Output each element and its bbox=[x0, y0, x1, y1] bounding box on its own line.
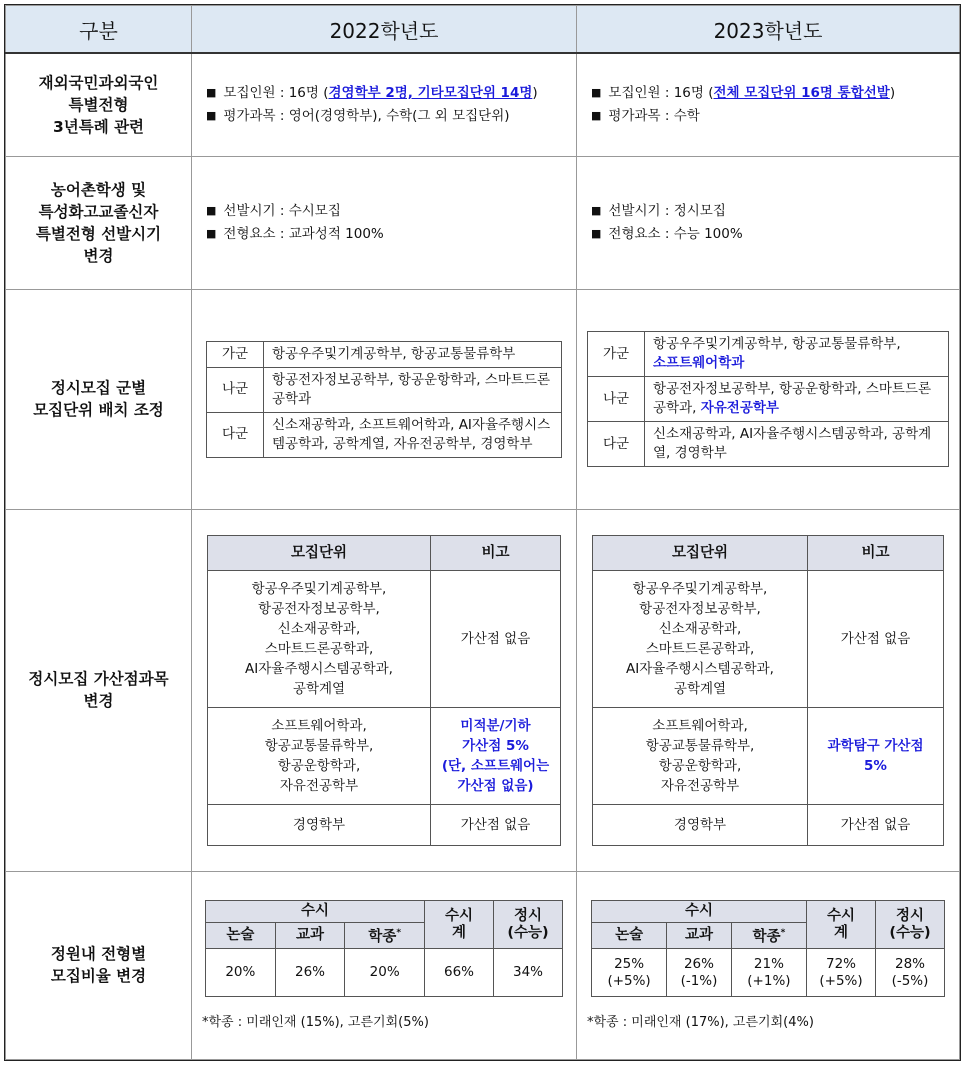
bonus-row: 항공우주및기계공학부, 항공전자정보공학부, 신소재공학과, 스마트드론공학과, AI자율주행시스템공학과, 공학계열 가산점 없음 bbox=[593, 570, 944, 707]
cell-2022 bbox=[192, 509, 577, 871]
row-label: 정시모집 군별 모집단위 배치 조정 bbox=[6, 289, 192, 509]
row-rural-special bbox=[6, 156, 960, 289]
row-label: 농어촌학생 및 특성화고교졸신자 특별전형 선발시기 변경 bbox=[6, 156, 192, 289]
cell-2023 bbox=[577, 871, 960, 1060]
row-label: 정시모집 가산점과목 변경 bbox=[6, 509, 192, 871]
bullet-item: ■ 선발시기 : 수시모집 bbox=[206, 200, 576, 223]
bonus-row: 경영학부 가산점 없음 bbox=[593, 804, 944, 845]
cell-2022 bbox=[192, 289, 577, 509]
cell-2023 bbox=[577, 156, 960, 289]
footnote: *학종 : 미래인재 (17%), 고른기회(4%) bbox=[587, 1015, 814, 1031]
cell-2023 bbox=[577, 289, 960, 509]
bullet-item: ■ 선발시기 : 정시모집 bbox=[591, 200, 959, 223]
header-2023: 2023학년도 bbox=[577, 6, 960, 54]
group-row: 다군 신소재공학과, AI자율주행시스템공학과, 공학계열, 경영학부 bbox=[588, 422, 949, 467]
bonus-table-2023: 모집단위 비고 항공우주및기계공학부, 항공전자정보공학부, 신소재공학과, 스마트드론공학과, AI자율주행시스템공학과, 공학계열 가산점 없음 소프트웨어학과, 항공교통물류학부, 항공운항학과, 자유전공학부 과학탐구 가산점 5% 경영학부 가산점 없음 bbox=[592, 535, 944, 846]
group-table-2022 bbox=[206, 341, 562, 458]
bullet-item: ■ 모집인원 : 16명 (전체 모집단위 16명 통합선발) bbox=[591, 82, 959, 105]
comparison-table-frame bbox=[4, 4, 961, 1061]
cell-2023 bbox=[577, 509, 960, 871]
bonus-row: 항공우주및기계공학부, 항공전자정보공학부, 신소재공학과, 스마트드론공학과, AI자율주행시스템공학과, 공학계열 가산점 없음 bbox=[208, 570, 561, 707]
footnote: *학종 : 미래인재 (15%), 고른기회(5%) bbox=[202, 1015, 429, 1031]
cell-2022 bbox=[192, 871, 577, 1060]
row-label: 정원내 전형별 모집비율 변경 bbox=[6, 871, 192, 1060]
comparison-table bbox=[5, 5, 960, 1060]
header-category: 구분 bbox=[6, 6, 192, 54]
bonus-row: 소프트웨어학과, 항공교통물류학부, 항공운항학과, 자유전공학부 미적분/기하 가산점 5% (단, 소프트웨어는 가산점 없음) bbox=[208, 707, 561, 804]
group-row: 가군 항공우주및기계공학부, 항공교통물류학부, 소프트웨어학과 bbox=[588, 332, 949, 377]
bonus-table-2022: 모집단위 비고 항공우주및기계공학부, 항공전자정보공학부, 신소재공학과, 스마트드론공학과, AI자율주행시스템공학과, 공학계열 가산점 없음 소프트웨어학과, 항공교통물류학부, 항공운항학과, 자유전공학부 미적분/기하 가산점 5% (단, 소프트웨어는 가산점 없음) 경영학부 가산점 없음 bbox=[207, 535, 561, 846]
bonus-row: 경영학부 가산점 없음 bbox=[208, 804, 561, 845]
bonus-row: 소프트웨어학과, 항공교통물류학부, 항공운항학과, 자유전공학부 과학탐구 가산점 5% bbox=[593, 707, 944, 804]
group-row: 가군 항공우주및기계공학부, 항공교통물류학부 bbox=[207, 341, 562, 367]
ratio-table-2022: 수시 수시 계 정시 (수능) 논술 교과 학종* 20% 26% 20% 66% 34% bbox=[205, 900, 563, 997]
group-row: 나군 항공전자정보공학부, 항공운항학과, 스마트드론공학과, 자유전공학부 bbox=[588, 377, 949, 422]
cell-2022 bbox=[192, 156, 577, 289]
ratio-values-row: 25% (+5%) 26% (-1%) 21% (+1%) 72% (+5%) 28% (-5%) bbox=[592, 949, 945, 997]
header-2022: 2022학년도 bbox=[192, 6, 577, 54]
bullet-item: ■ 전형요소 : 수능 100% bbox=[591, 223, 959, 246]
group-row: 나군 항공전자정보공학부, 항공운항학과, 스마트드론공학과 bbox=[207, 367, 562, 412]
cell-2023 bbox=[577, 53, 960, 156]
row-group-assignment bbox=[6, 289, 960, 509]
bullet-item: ■ 평가과목 : 수학 bbox=[591, 105, 959, 128]
ratio-values-row: 20% 26% 20% 66% 34% bbox=[206, 949, 563, 997]
ratio-table-2023: 수시 수시 계 정시 (수능) 논술 교과 학종* 25% (+5%) 26% (-1%) 21% (+1%) 72% (+5%) 28% (-5%) bbox=[591, 900, 945, 997]
group-row: 다군 신소재공학과, 소프트웨어학과, AI자율주행시스템공학과, 공학계열, 자유전공학부, 경영학부 bbox=[207, 412, 562, 457]
row-label: 재외국민과외국인 특별전형 3년특례 관련 bbox=[6, 53, 192, 156]
bullet-item: ■ 모집인원 : 16명 (경영학부 2명, 기타모집단위 14명) bbox=[206, 82, 576, 105]
bullet-item: ■ 평가과목 : 영어(경영학부), 수학(그 외 모집단위) bbox=[206, 105, 576, 128]
group-table-2023 bbox=[587, 331, 949, 467]
row-bonus-subject bbox=[6, 509, 960, 871]
cell-2022 bbox=[192, 53, 577, 156]
header-row bbox=[6, 6, 960, 54]
row-ratio-change bbox=[6, 871, 960, 1060]
row-overseas-special bbox=[6, 53, 960, 156]
bullet-item: ■ 전형요소 : 교과성적 100% bbox=[206, 223, 576, 246]
